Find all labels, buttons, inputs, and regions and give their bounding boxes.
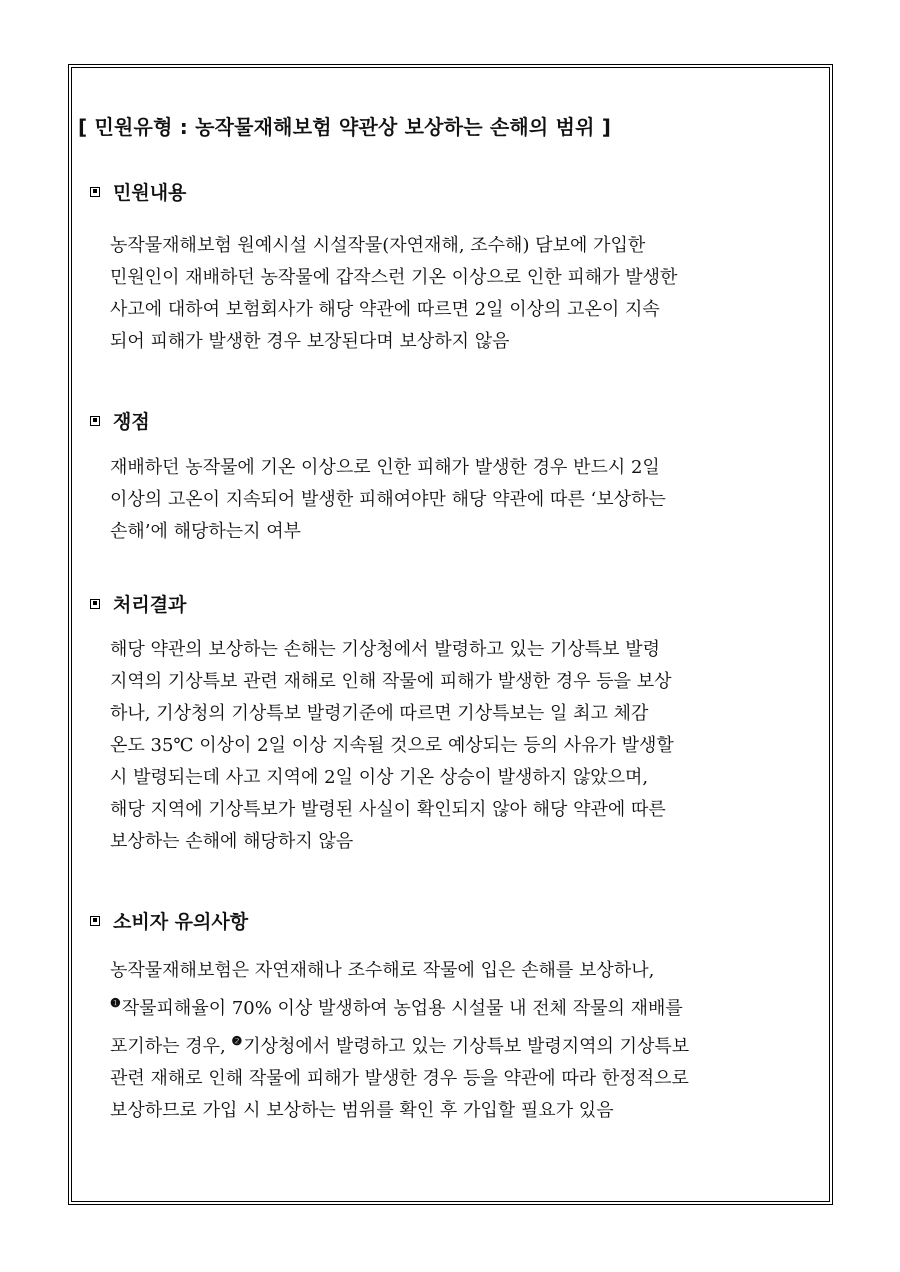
text-line: 시 발령되는데 사고 지역에 2일 이상 기온 상승이 발생하지 않았으며, bbox=[110, 767, 649, 788]
section-heading-label: 처리결과 bbox=[113, 594, 187, 616]
text-line: 해당 지역에 기상특보가 발령된 사실이 확인되지 않아 해당 약관에 따른 bbox=[110, 799, 666, 820]
square-bullet-icon bbox=[90, 187, 100, 197]
text-segment: 작물피해율이 70% 이상 발생하여 농업용 시설물 내 전체 작물의 재배를 bbox=[121, 998, 683, 1019]
text-line: 농작물재해보험 원예시설 시설작물(자연재해, 조수해) 담보에 가입한 bbox=[110, 235, 646, 256]
square-bullet-icon bbox=[90, 416, 100, 426]
section-heading-label: 소비자 유의사항 bbox=[113, 911, 249, 933]
text-line: 이상의 고온이 지속되어 발생한 피해여야만 해당 약관에 따른 ‘보상하는 bbox=[110, 489, 666, 510]
text-line: 농작물재해보험은 자연재해나 조수해로 작물에 입은 손해를 보상하나, bbox=[110, 960, 655, 981]
circled-number-two: ❷ bbox=[231, 1034, 243, 1048]
text-line: 사고에 대하여 보험회사가 해당 약관에 따르면 2일 이상의 고온이 지속 bbox=[110, 299, 660, 320]
text-line: 되어 피해가 발생한 경우 보장된다며 보상하지 않음 bbox=[110, 331, 510, 352]
square-bullet-icon bbox=[90, 916, 100, 926]
section-heading-result bbox=[90, 590, 186, 617]
text-line bbox=[110, 987, 810, 1025]
text-line: 해당 약관의 보상하는 손해는 기상청에서 발령하고 있는 기상특보 발령 bbox=[110, 639, 661, 660]
issue-text bbox=[110, 452, 810, 548]
text-segment: 포기하는 경우, bbox=[110, 1036, 232, 1057]
text-line: 지역의 기상특보 관련 재해로 인해 작물에 피해가 발생한 경우 등을 보상 bbox=[110, 671, 672, 692]
text-line: 온도 35℃ 이상이 2일 이상 지속될 것으로 예상되는 등의 사유가 발생할 bbox=[110, 735, 674, 756]
text-segment: 기상청에서 발령하고 있는 기상특보 발령지역의 기상특보 bbox=[243, 1036, 690, 1057]
section-heading-label: 쟁점 bbox=[113, 411, 150, 433]
square-bullet-icon bbox=[90, 599, 100, 609]
consumer-notice-text bbox=[110, 955, 810, 1127]
section-heading-issue bbox=[90, 407, 150, 434]
complaint-content-text bbox=[110, 230, 810, 358]
text-line bbox=[110, 1025, 810, 1063]
section-heading-complaint-content bbox=[90, 178, 186, 205]
text-line: 관련 재해로 인해 작물에 피해가 발생한 경우 등을 약관에 따라 한정적으로 bbox=[110, 1068, 689, 1089]
text-line: 민원인이 재배하던 농작물에 갑작스런 기온 이상으로 인한 피해가 발생한 bbox=[110, 267, 678, 288]
circled-number-one: ❶ bbox=[110, 996, 121, 1010]
text-line: 손해’에 해당하는지 여부 bbox=[110, 521, 302, 542]
section-heading-label: 민원내용 bbox=[113, 182, 187, 204]
text-line: 보상하는 손해에 해당하지 않음 bbox=[110, 831, 354, 852]
text-line: 재배하던 농작물에 기온 이상으로 인한 피해가 발생한 경우 반드시 2일 bbox=[110, 457, 660, 478]
section-heading-consumer-notice bbox=[90, 907, 248, 934]
text-line: 보상하므로 가입 시 보상하는 범위를 확인 후 가입할 필요가 있음 bbox=[110, 1100, 614, 1121]
complaint-type-title: [ 민원유형 : 농작물재해보험 약관상 보상하는 손해의 범위 ] bbox=[78, 115, 612, 139]
text-line: 하나, 기상청의 기상특보 발령기준에 따르면 기상특보는 일 최고 체감 bbox=[110, 703, 649, 724]
result-text bbox=[110, 634, 810, 858]
